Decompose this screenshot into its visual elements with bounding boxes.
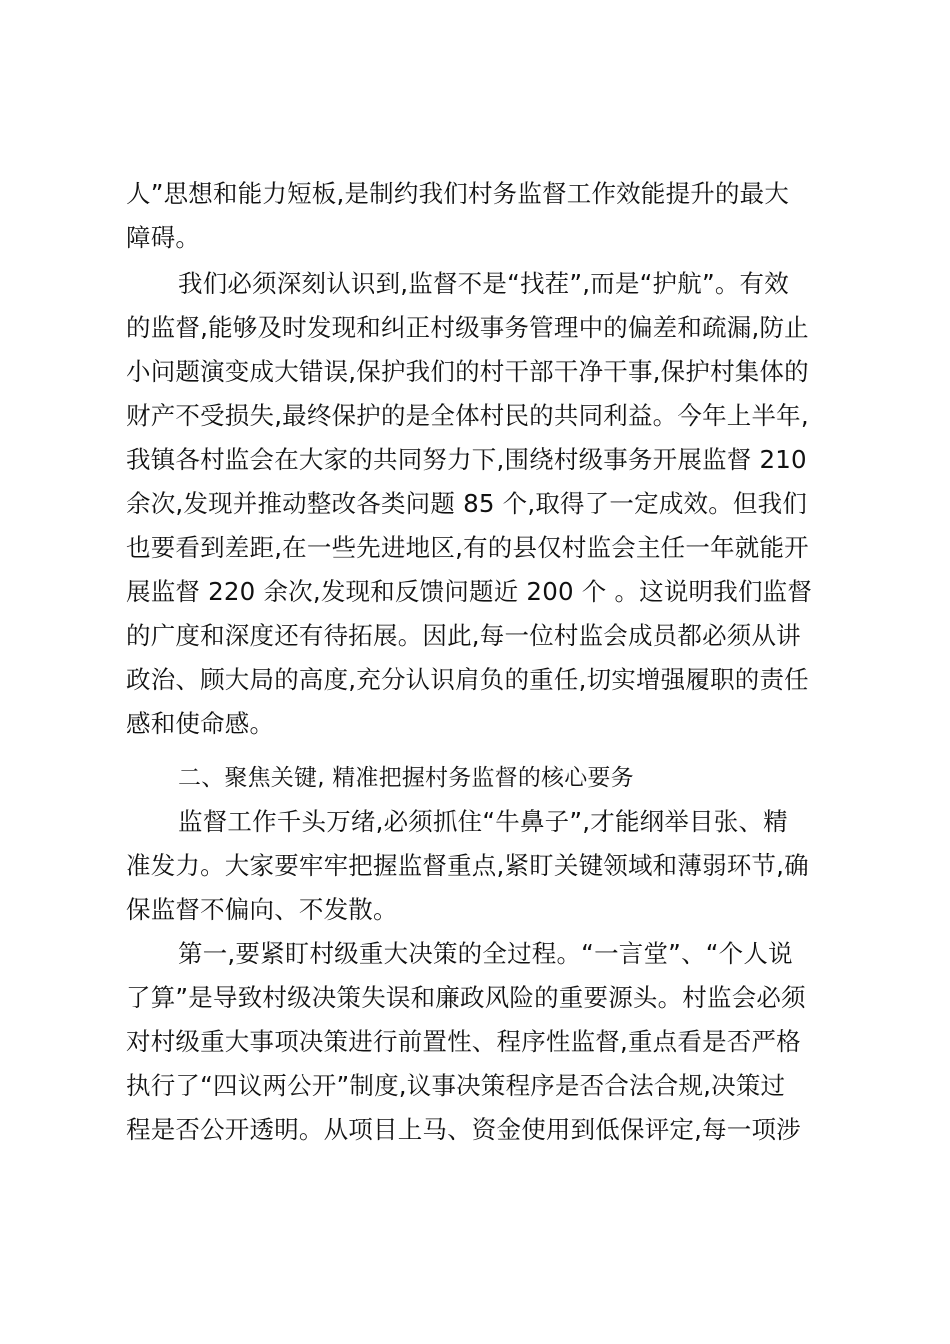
text-line: 政治、顾大局的高度,充分认识肩负的重任,切实增强履职的责任 xyxy=(126,665,809,694)
text-line: 程是否公开透明。从项目上马、资金使用到低保评定,每一项涉 xyxy=(126,1115,801,1144)
text-line: 执行了“四议两公开”制度,议事决策程序是否合法合规,决策过 xyxy=(126,1071,786,1100)
text-line: 感和使命感。 xyxy=(126,709,275,738)
paragraph-first-line: 我们必须深刻认识到,监督不是“找茬”,而是“护航”。有效 xyxy=(178,269,789,298)
paragraph-first-line: 第一,要紧盯村级重大决策的全过程。“一言堂”、“个人说 xyxy=(178,939,793,968)
text-line: 小问题演变成大错误,保护我们的村干部干净干事,保护村集体的 xyxy=(126,357,809,386)
text-line: 准发力。大家要牢牢把握监督重点,紧盯关键领域和薄弱环节,确 xyxy=(126,851,809,880)
section-heading: 二、聚焦关键, 精准把握村务监督的核心要务 xyxy=(178,765,634,791)
text-line: 展监督 220 余次,发现和反馈问题近 200 个 。这说明我们监督 xyxy=(126,577,813,606)
text-line: 了算”是导致村级决策失误和廉政风险的重要源头。村监会必须 xyxy=(126,983,806,1012)
text-line: 余次,发现并推动整改各类问题 85 个,取得了一定成效。但我们 xyxy=(126,489,808,518)
text-line: 我镇各村监会在大家的共同努力下,围绕村级事务开展监督 210 xyxy=(126,445,807,474)
text-line: 障碍。 xyxy=(126,223,201,252)
text-line: 的监督,能够及时发现和纠正村级事务管理中的偏差和疏漏,防止 xyxy=(126,313,809,342)
text-line: 保监督不偏向、不发散。 xyxy=(126,895,398,924)
paragraph-first-line: 监督工作千头万绪,必须抓住“牛鼻子”,才能纲举目张、精 xyxy=(178,807,788,836)
text-line: 人”思想和能力短板,是制约我们村务监督工作效能提升的最大 xyxy=(126,179,790,208)
text-line: 对村级重大事项决策进行前置性、程序性监督,重点看是否严格 xyxy=(126,1027,801,1056)
text-line: 的广度和深度还有待拓展。因此,每一位村监会成员都必须从讲 xyxy=(126,621,801,650)
text-line: 也要看到差距,在一些先进地区,有的县仅村监会主任一年就能开 xyxy=(126,533,809,562)
text-line: 财产不受损失,最终保护的是全体村民的共同利益。今年上半年, xyxy=(126,401,809,430)
